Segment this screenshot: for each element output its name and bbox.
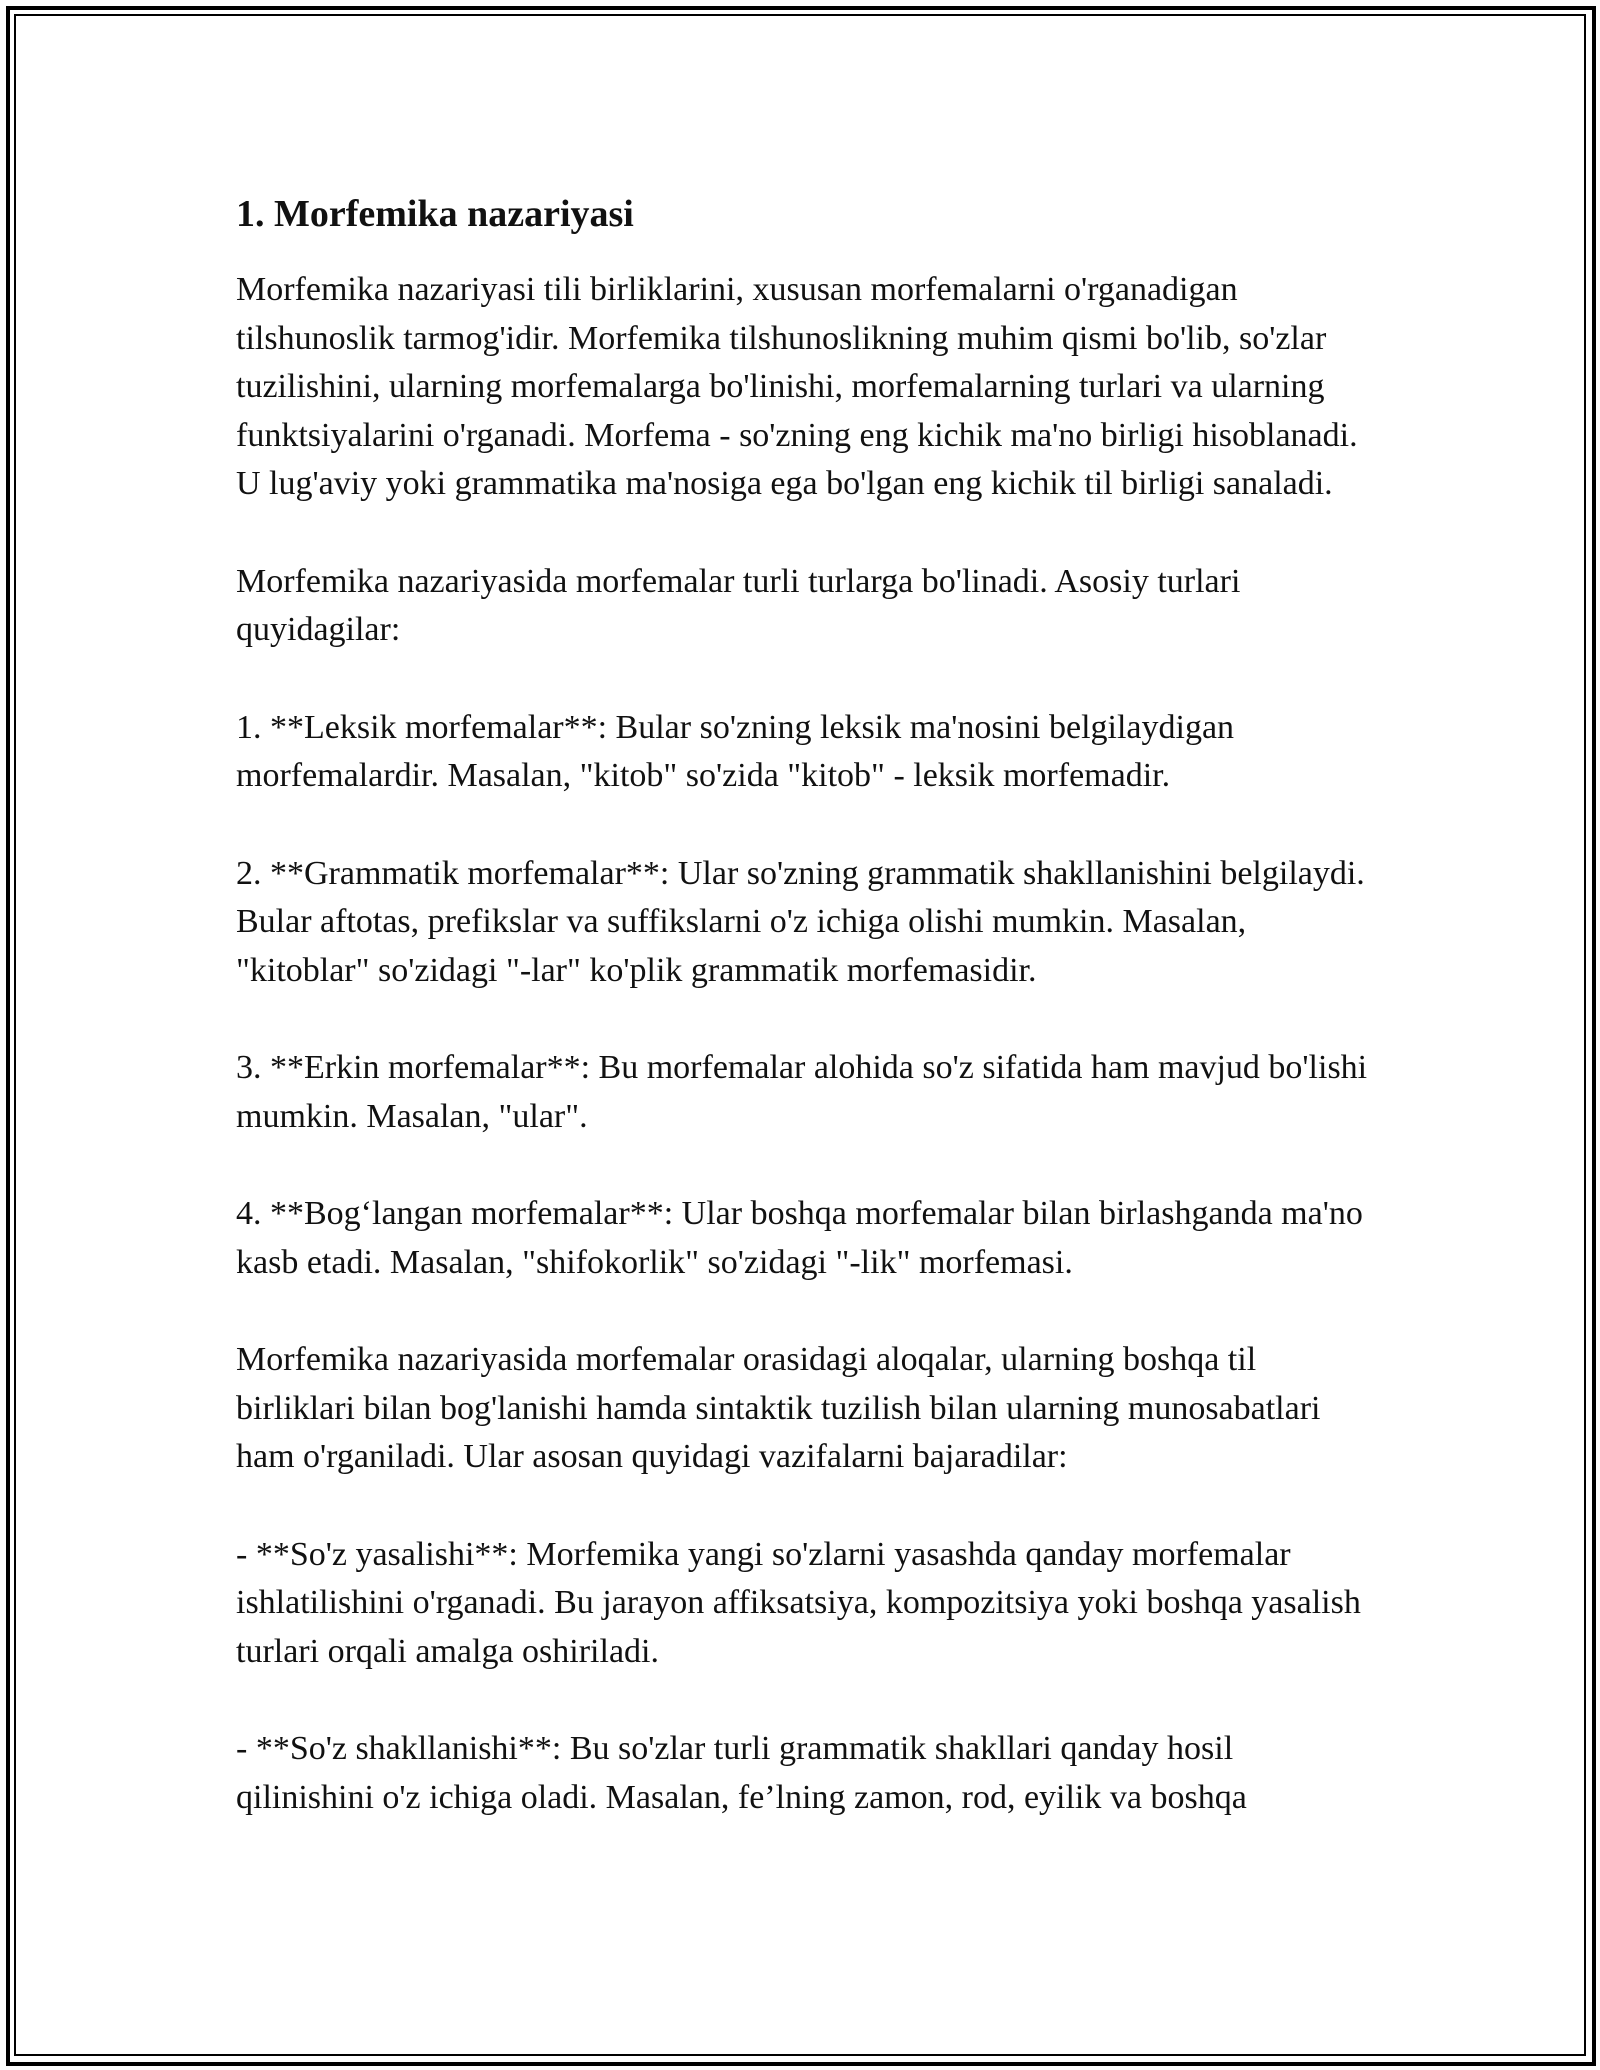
bullet-word-inflection: - **So'z shakllanishi**: Bu so'zlar turli grammatik shakllari qanday hosil qilinishini o'z ichiga oladi. Masalan, fe’lning zamon, rod, eyilik va boshqa (236, 1730, 1247, 1816)
paragraph-types-intro: Morfemika nazariyasida morfemalar turli turlarga bo'linadi. Asosiy turlari quyidagilar: (236, 562, 1241, 648)
list-item-free: 3. **Erkin morfemalar**: Bu morfemalar alohida so'z sifatida ham mavjud bo'lishi mumkin. Masalan, "ular". (236, 1049, 1368, 1135)
document-page (236, 186, 1371, 1871)
paragraph-intro: Morfemika nazariyasi tili birliklarini, xususan morfemalarni o'rganadigan tilshunoslik tarmog'idir. Morfemika tilshunoslikning muhim qismi bo'lib, so'zlar tuzilishini, ularning morfemalarga bo'linishi, morfemalarning turlari va ularning funktsiyalarini o'rganadi. Morfema - so'zning eng kichik ma'no birligi hisoblanadi. U lug'aviy yoki grammatika ma'nosiga ega bo'lgan eng kichik til birligi sanaladi. (236, 271, 1358, 502)
list-item-grammatical: 2. **Grammatik morfemalar**: Ular so'zning grammatik shakllanishini belgilaydi. Bular aftotas, prefikslar va suffikslarni o'z ichiga olishi mumkin. Masalan, "kitoblar" so'zidagi "-lar" ko'plik grammatik morfemasidir. (236, 854, 1365, 989)
section-heading: 1. Morfemika nazariyasi (236, 193, 634, 235)
bullet-word-formation: - **So'z yasalishi**: Morfemika yangi so'zlarni yasashda qanday morfemalar ishlatilishini o'rganadi. Bu jarayon affiksatsiya, kompozitsiya yoki boshqa yasalish turlari orqali amalga oshiriladi. (236, 1535, 1361, 1670)
list-item-bound: 4. **Bog‘langan morfemalar**: Ular boshqa morfemalar bilan birlashganda ma'no kasb etadi. Masalan, "shifokorlik" so'zidagi "-lik" morfemasi. (236, 1195, 1363, 1281)
paragraph-relations: Morfemika nazariyasida morfemalar orasidagi aloqalar, ularning boshqa til birliklari bilan bog'lanishi hamda sintaktik tuzilish bilan ularning munosabatlari ham o'rganiladi. Ular asosan quyidagi vazifalarni bajaradilar: (236, 1341, 1321, 1475)
list-item-lexical: 1. **Leksik morfemalar**: Bular so'zning leksik ma'nosini belgilaydigan morfemalardir. Masalan, "kitob" so'zida "kitob" - leksik morfemadir. (236, 708, 1235, 794)
